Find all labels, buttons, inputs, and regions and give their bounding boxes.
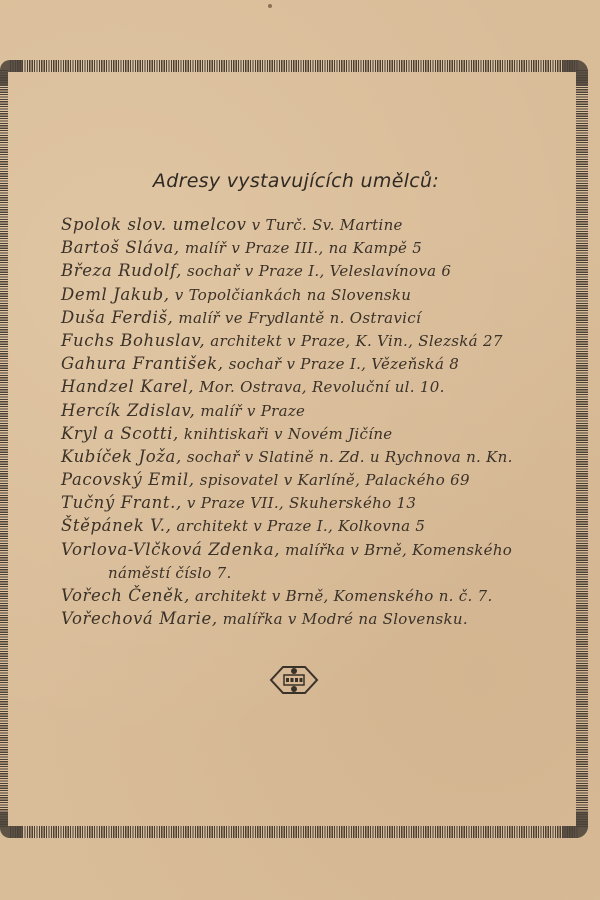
artist-address: náměstí číslo 7. — [108, 563, 232, 582]
address-entry — [61, 236, 541, 259]
frame-corner-bottom-right — [562, 812, 588, 838]
artist-address: Mor. Ostrava, Revoluční ul. 10. — [194, 378, 445, 397]
page-title: Adresy vystavujících umělců: — [152, 170, 440, 192]
address-entry — [61, 306, 541, 329]
address-entry — [61, 422, 541, 445]
address-entry — [61, 607, 541, 630]
artist-address: architekt v Praze, K. Vin., Slezská 27 — [205, 331, 503, 350]
artist-address: sochař v Praze I., Vězeňská 8 — [223, 355, 460, 374]
artist-name: Duša Ferdiš, — [61, 307, 174, 327]
address-entry — [61, 538, 541, 561]
frame-corner-top-right — [562, 60, 588, 86]
artist-address: malíř v Praze — [195, 401, 306, 420]
artist-name: Vorlova-Vlčková Zdenka, — [61, 539, 281, 559]
artist-name: Gahura František, — [61, 354, 224, 374]
artist-address: knihtiskaři v Novém Jičíne — [178, 424, 393, 443]
frame-corner-top-left — [0, 60, 22, 86]
artist-name: Handzel Karel, — [61, 377, 195, 397]
artist-address: architekt v Praze I., Kolkovna 5 — [171, 517, 426, 536]
address-entry — [61, 491, 541, 514]
artist-address: malíř ve Frydlantě n. Ostravicí — [173, 308, 422, 327]
address-entry — [61, 375, 541, 398]
artist-address: sochař v Slatině n. Zd. u Rychnova n. Kn. — [181, 447, 513, 466]
frame-corner-bottom-left — [0, 812, 22, 838]
address-entry — [61, 468, 541, 491]
artist-address: malířka v Modré na Slovensku. — [217, 610, 468, 629]
artist-name: Hercík Zdislav, — [61, 400, 196, 420]
address-entry — [61, 584, 541, 607]
artist-name: Štěpánek V., — [61, 516, 172, 536]
artist-address: malířka v Brně, Komenského — [280, 540, 513, 559]
address-entry — [61, 514, 541, 537]
artist-name: Březa Rudolf, — [61, 261, 182, 281]
address-entry — [61, 259, 541, 282]
artist-name: Deml Jakub, — [61, 284, 170, 304]
address-entry — [61, 329, 541, 352]
address-entry — [61, 445, 541, 468]
artist-address: spisovatel v Karlíně, Palackého 69 — [194, 471, 470, 490]
address-entry — [61, 283, 541, 306]
artist-address: v Topolčiankách na Slovensku — [169, 285, 412, 304]
paper-speck — [268, 4, 272, 8]
artist-name: Vořech Čeněk, — [61, 586, 190, 605]
address-entry — [61, 399, 541, 422]
artist-name: Vořechová Marie, — [61, 609, 218, 629]
artist-address: v Turč. Sv. Martine — [246, 216, 403, 234]
address-list — [61, 213, 541, 630]
frame-top-edge — [10, 60, 578, 72]
artist-name: Pacovský Emil, — [61, 470, 195, 490]
artist-address: malíř v Praze III., na Kampě 5 — [179, 239, 423, 258]
artist-name: Bartoš Sláva, — [61, 238, 180, 258]
artist-name: Tučný Frant., — [61, 493, 182, 513]
address-entry-continuation — [61, 561, 541, 584]
artist-address: sochař v Praze I., Veleslavínova 6 — [181, 262, 452, 281]
frame-bottom-edge — [10, 826, 578, 838]
artist-name: Spolok slov. umelcov — [61, 215, 247, 234]
artist-name: Kubíček Joža, — [61, 446, 182, 466]
printer-mark-icon — [269, 664, 319, 696]
address-entry — [61, 213, 541, 236]
artist-name: Fuchs Bohuslav, — [61, 330, 206, 350]
artist-name: Kryl a Scotti, — [61, 423, 179, 443]
address-entry — [61, 352, 541, 375]
artist-address: v Praze VII., Skuherského 13 — [181, 494, 417, 513]
artist-address: architekt v Brně, Komenského n. č. 7. — [189, 587, 493, 605]
